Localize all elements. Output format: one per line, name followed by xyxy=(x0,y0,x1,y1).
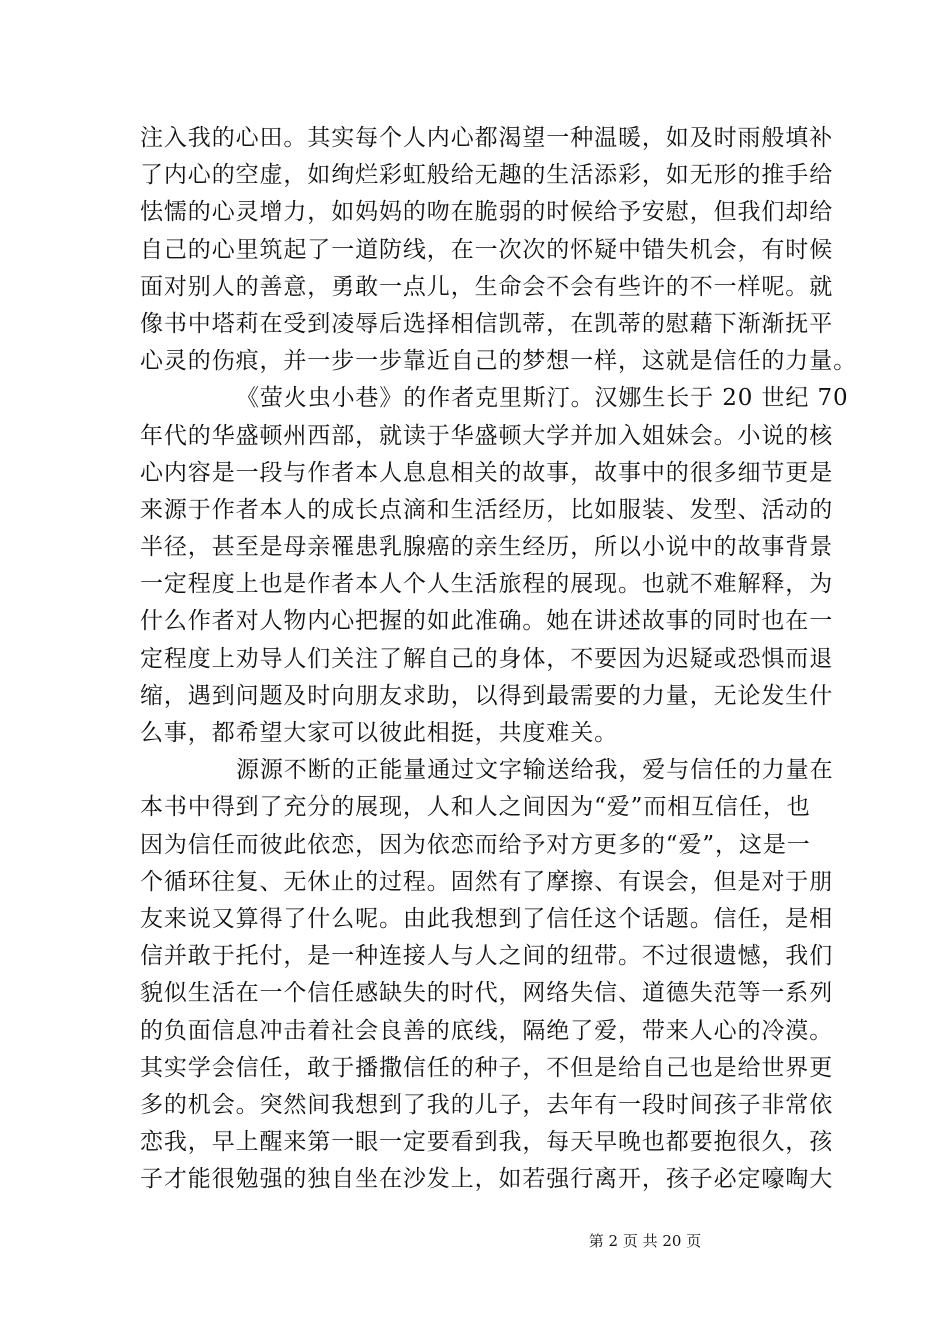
text-line: 像书中塔莉在受到凌辱后选择相信凯蒂，在凯蒂的慰藉下渐渐抚平 xyxy=(140,310,834,337)
text-line: 了内心的空虚，如绚烂彩虹般给无趣的生活添彩，如无形的推手给 xyxy=(140,162,834,189)
text-line: 定程度上劝导人们关注了解自己的身体，不要因为迟疑或恐惧而退 xyxy=(140,645,834,672)
text-line: 心灵的伤痕，并一步一步靠近自己的梦想一样，这就是信任的力量。 xyxy=(140,348,857,375)
text-line: 多的机会。突然间我想到了我的儿子，去年有一段时间孩子非常依 xyxy=(140,1091,834,1118)
text-line: 注入我的心田。其实每个人内心都渴望一种温暖，如及时雨般填补 xyxy=(140,125,834,151)
body-text xyxy=(140,120,857,1198)
text-line: 其实学会信任，敢于播撒信任的种子，不但是给自己也是给世界更 xyxy=(140,1054,834,1081)
text-line: 本书中得到了充分的展现，人和人之间因为“爱”而相互信任，也 xyxy=(140,794,811,821)
text-line: 年代的华盛顿州西部，就读于华盛顿大学并加入姐妹会。小说的核 xyxy=(140,422,834,449)
text-line: 恋我，早上醒来第一眼一定要看到我，每天早晚也都要抱很久，孩 xyxy=(140,1129,834,1156)
paragraph-start-line: 源源不断的正能量通过文字输送给我，爱与信任的力量在 xyxy=(236,757,834,784)
paragraph-start-line: 《萤火虫小巷》的作者克里斯汀。汉娜生长于 20 世纪 70 xyxy=(236,385,849,412)
text-line: 信并敢于托付，是一种连接人与人之间的纽带。不过很遗憾，我们 xyxy=(140,943,834,970)
text-line: 怯懦的心灵增力，如妈妈的吻在脆弱的时候给予安慰，但我们却给 xyxy=(140,199,834,226)
text-line: 面对别人的善意，勇敢一点儿，生命会不会有些许的不一样呢。就 xyxy=(140,273,834,300)
text-line: 个循环往复、无休止的过程。固然有了摩擦、有误会，但是对于朋 xyxy=(140,868,834,895)
text-line: 心内容是一段与作者本人息息相关的故事，故事中的很多细节更是 xyxy=(140,459,834,486)
text-line: 半径，甚至是母亲罹患乳腺癌的亲生经历，所以小说中的故事背景 xyxy=(140,534,834,561)
text-line: 一定程度上也是作者本人个人生活旅程的展现。也就不难解释，为 xyxy=(140,571,834,598)
text-line: 什么作者对人物内心把握的如此准确。她在讲述故事的同时也在一 xyxy=(140,608,834,635)
text-line: 缩，遇到问题及时向朋友求助，以得到最需要的力量，无论发生什 xyxy=(140,682,834,709)
text-line: 友来说又算得了什么呢。由此我想到了信任这个话题。信任，是相 xyxy=(140,905,834,932)
text-line: 的负面信息冲击着社会良善的底线，隔绝了爱，带来人心的冷漠。 xyxy=(140,1017,834,1044)
text-line: 自己的心里筑起了一道防线，在一次次的怀疑中错失机会，有时候 xyxy=(140,236,834,263)
text-line: 子才能很勉强的独自坐在沙发上，如若强行离开，孩子必定嚎啕大 xyxy=(140,1166,834,1193)
text-line: 么事，都希望大家可以彼此相挺，共度难关。 xyxy=(140,720,618,746)
text-line: 因为信任而彼此依恋，因为依恋而给予对方更多的“爱”，这是一 xyxy=(140,831,811,858)
page-number-footer: 第 2 页 共 20 页 xyxy=(588,1232,702,1250)
text-line: 来源于作者本人的成长点滴和生活经历，比如服装、发型、活动的 xyxy=(140,496,834,523)
text-line: 貌似生活在一个信任感缺失的时代，网络失信、道德失范等一系列 xyxy=(140,980,834,1007)
